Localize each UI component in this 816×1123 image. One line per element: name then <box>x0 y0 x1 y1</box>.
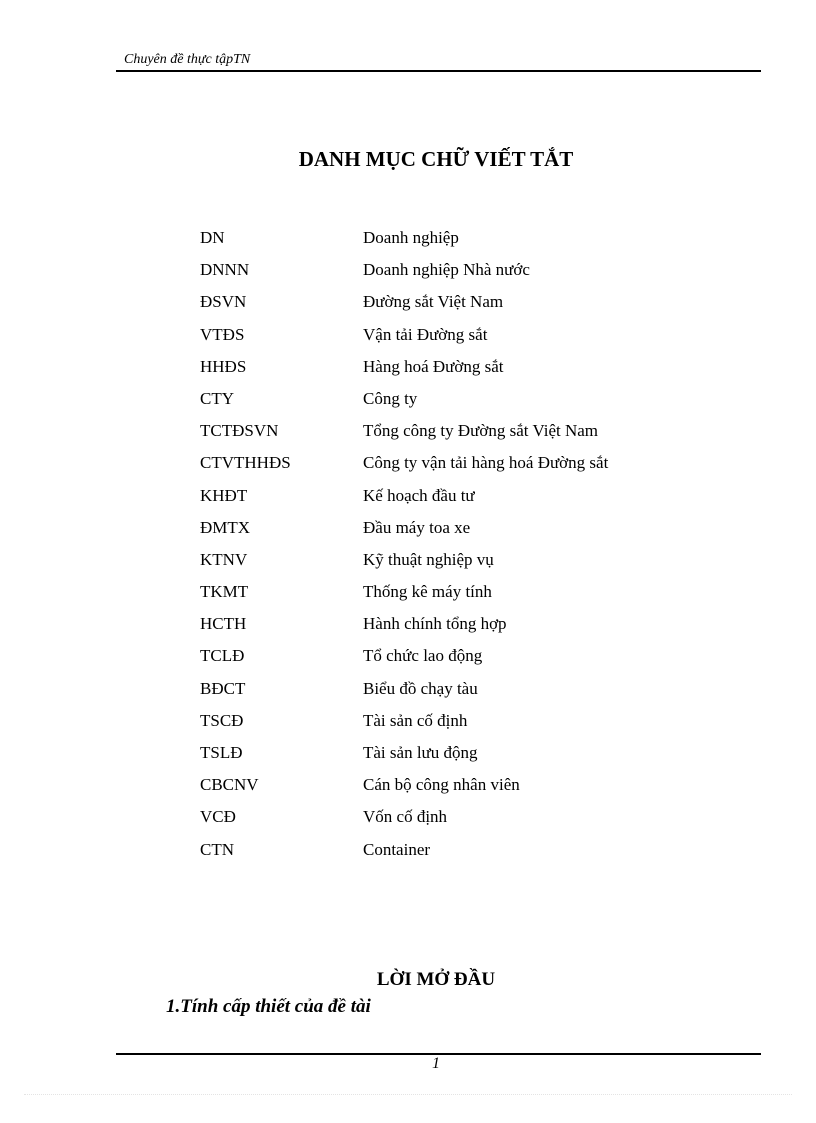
abbreviation-code: TSCĐ <box>200 710 244 730</box>
abbreviation-meaning: Tổ chức lao động <box>363 646 483 666</box>
page-title: DANH MỤC CHỮ VIẾT TẮT <box>298 147 574 171</box>
abbreviation-code: TSLĐ <box>200 743 243 762</box>
abbreviation-meaning: Container <box>363 839 431 859</box>
abbreviation-meaning: Tài sản lưu động <box>363 743 478 762</box>
abbreviation-row <box>200 709 608 741</box>
abbreviation-meaning: Doanh nghiệp Nhà nước <box>363 260 530 280</box>
abbreviation-code: DN <box>200 228 225 247</box>
abbreviation-code: KHĐT <box>200 485 248 505</box>
abbreviation-row <box>200 290 608 322</box>
abbreviation-row <box>200 387 608 419</box>
header-divider <box>116 70 761 72</box>
abbreviation-code: TCLĐ <box>200 646 245 666</box>
abbreviation-row <box>200 323 608 355</box>
abbreviation-meaning: Kỹ thuật nghiệp vụ <box>363 549 494 569</box>
abbreviation-meaning: Công ty vận tải hàng hoá Đường sắt <box>363 453 609 473</box>
abbreviation-meaning: Đường sắt Việt Nam <box>363 292 504 312</box>
abbreviation-row <box>200 451 608 483</box>
page-header-text: Chuyên đề thực tậpTN <box>124 52 251 67</box>
abbreviation-code: HHĐS <box>200 356 247 376</box>
abbreviation-row <box>200 838 608 870</box>
abbreviation-row <box>200 516 608 548</box>
abbreviation-meaning: Hành chính tổng hợp <box>363 614 507 634</box>
abbreviation-row <box>200 258 608 290</box>
abbreviation-code: CBCNV <box>200 775 259 795</box>
abbreviation-meaning: Biểu đồ chạy tàu <box>363 678 478 698</box>
abbreviation-row <box>200 644 608 676</box>
abbreviation-row <box>200 226 608 258</box>
abbreviation-code: CTY <box>200 388 234 408</box>
abbreviation-meaning: Kế hoạch đầu tư <box>363 485 475 505</box>
abbreviation-code: CTN <box>200 839 234 859</box>
abbreviation-code: HCTH <box>200 614 247 634</box>
abbreviation-meaning: Cán bộ công nhân viên <box>363 775 520 795</box>
abbreviation-row <box>200 484 608 516</box>
abbreviation-code: ĐSVN <box>200 292 247 312</box>
abbreviation-meaning: Vận tải Đường sắt <box>363 324 488 344</box>
abbreviation-row <box>200 612 608 644</box>
abbreviation-meaning: Đầu máy toa xe <box>363 517 471 537</box>
abbreviation-code: BĐCT <box>200 678 246 698</box>
abbreviation-row <box>200 805 608 837</box>
abbreviation-row <box>200 773 608 805</box>
abbreviation-row <box>200 677 608 709</box>
page-number: 1 <box>432 1055 440 1072</box>
abbreviation-code: KTNV <box>200 549 248 569</box>
abbreviation-meaning: Công ty <box>363 388 418 408</box>
abbreviation-code: VTĐS <box>200 324 245 344</box>
section-heading: 1.Tính cấp thiết của đề tài <box>166 996 371 1017</box>
abbreviation-row <box>200 355 608 387</box>
abbreviation-meaning: Doanh nghiệp <box>363 228 459 247</box>
intro-heading: LỜI MỞ ĐẦU <box>376 969 496 990</box>
abbreviation-code: VCĐ <box>200 807 236 827</box>
abbreviation-row <box>200 548 608 580</box>
abbreviation-row <box>200 741 608 773</box>
abbreviation-meaning: Tổng công ty Đường sắt Việt Nam <box>363 421 599 441</box>
abbreviation-meaning: Hàng hoá Đường sắt <box>363 356 504 376</box>
abbreviation-code: ĐMTX <box>200 517 251 537</box>
abbreviation-meaning: Thống kê máy tính <box>363 582 492 602</box>
page-edge-divider <box>24 1094 792 1095</box>
abbreviation-code: CTVTHHĐS <box>200 453 291 473</box>
abbreviation-meaning: Vốn cố định <box>363 807 448 827</box>
abbreviation-code: TCTĐSVN <box>200 421 279 441</box>
abbreviation-code: TKMT <box>200 582 249 602</box>
abbreviation-code: DNNN <box>200 260 250 280</box>
abbreviation-meaning: Tài sản cố định <box>363 710 468 730</box>
abbreviation-list <box>200 226 608 870</box>
abbreviation-row <box>200 419 608 451</box>
abbreviation-row <box>200 580 608 612</box>
